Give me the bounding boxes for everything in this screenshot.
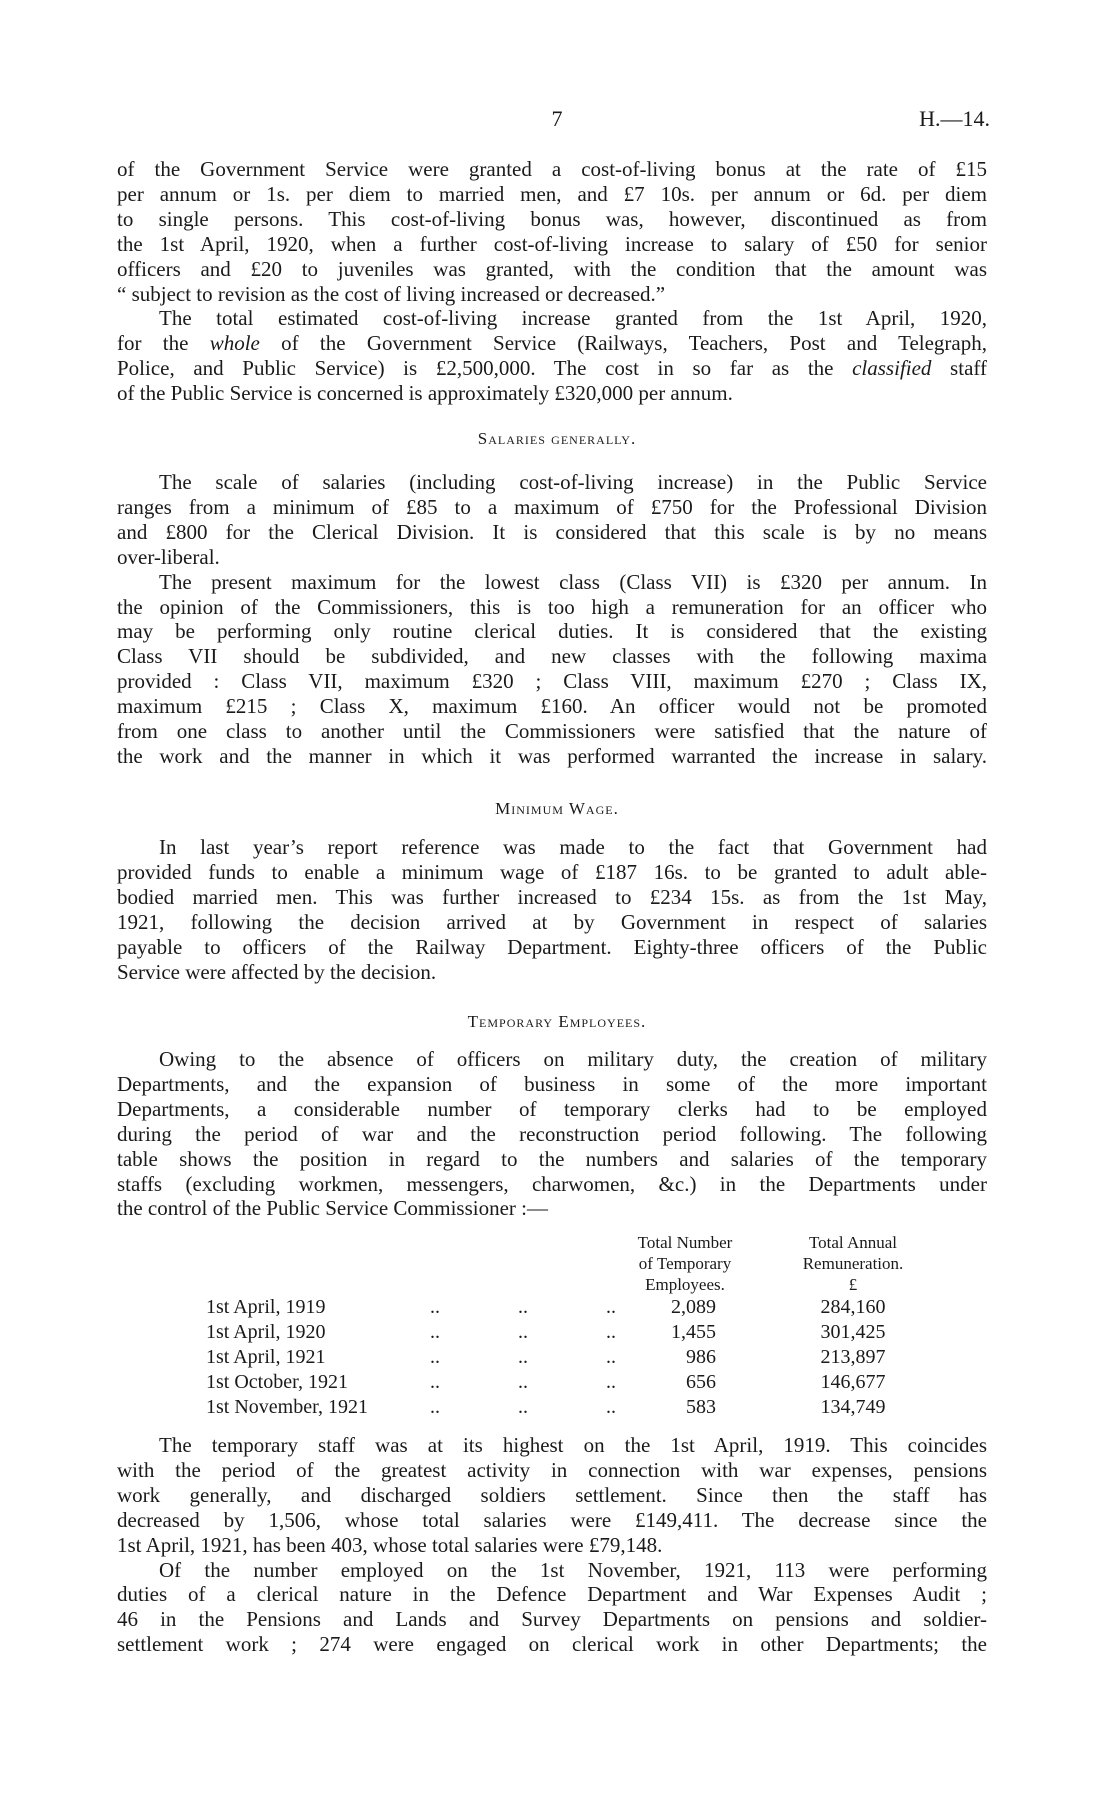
text-line: 1921, following the decision arrived at by Government in respect of salaries — [117, 909, 987, 934]
document-reference: H.—14. — [919, 106, 990, 131]
column-header-employees: Total Number — [637, 1233, 733, 1252]
text-line: ranges from a minimum of £85 to a maximum of £750 for the Professional Division — [117, 494, 987, 519]
dot-leader: .. — [430, 1296, 440, 1318]
dot-leader: .. — [606, 1395, 616, 1418]
dot-leader: .. — [430, 1345, 440, 1368]
text-line: officers and £20 to juveniles was granted, with the condition that the amount was — [117, 256, 987, 281]
row-employees: 1,455 — [671, 1320, 716, 1343]
column-header-remuneration: £ — [848, 1275, 858, 1294]
text-line: with the period of the greatest activity in connection with war expenses, pensions — [117, 1457, 987, 1482]
text-line: of the Government Service were granted a cost-of-living bonus at the rate of £15 — [117, 157, 987, 181]
row-date: 1st November, 1921 — [206, 1395, 368, 1418]
text-line: provided : Class VII, maximum £320 ; Class VIII, maximum £270 ; Class IX, — [117, 669, 987, 694]
text-line: decreased by 1,506, whose total salaries were £149,411. The decrease since the — [117, 1507, 987, 1532]
row-remuneration: 284,160 — [820, 1296, 886, 1318]
dot-leader: .. — [430, 1320, 440, 1343]
row-date: 1st April, 1919 — [206, 1296, 326, 1318]
text-line: of the Public Service is concerned is approximately £320,000 per annum. — [117, 381, 733, 406]
dot-leader: .. — [606, 1320, 616, 1343]
text-line: the work and the manner in which it was performed warranted the increase in salary. — [117, 743, 987, 768]
text-line: the control of the Public Service Commissioner :— — [117, 1196, 549, 1221]
text-line: Owing to the absence of officers on military duty, the creation of military — [159, 1047, 987, 1071]
text-line: Service were affected by the decision. — [117, 959, 437, 984]
page-number: 7 — [551, 106, 563, 131]
text-line: settlement work ; 274 were engaged on clerical work in other Departments; the — [117, 1632, 987, 1657]
text-line: The total estimated cost-of-living increase granted from the 1st April, 1920, — [159, 306, 987, 331]
text-line: work generally, and discharged soldiers settlement. Since then the staff has — [117, 1482, 987, 1507]
text-line: duties of a clerical nature in the Defence Department and War Expenses Audit ; — [117, 1582, 987, 1607]
dot-leader: .. — [518, 1345, 528, 1368]
text-line: Class VII should be subdivided, and new classes with the following maxima — [117, 644, 987, 669]
text-line: during the period of war and the reconstruction period following. The following — [117, 1121, 987, 1146]
row-remuneration: 213,897 — [820, 1345, 886, 1368]
text-line: the opinion of the Commissioners, this is too high a remuneration for an officer who — [117, 594, 987, 619]
text-line: and £800 for the Clerical Division. It is considered that this scale is by no means — [117, 519, 987, 544]
text-line: payable to officers of the Railway Department. Eighty-three officers of the Public — [117, 934, 987, 959]
text-line: In last year’s report reference was made to the fact that Government had — [159, 835, 987, 859]
dot-leader: .. — [606, 1345, 616, 1368]
row-employees: 656 — [686, 1370, 716, 1393]
row-employees: 583 — [686, 1395, 716, 1418]
text-line: over-liberal. — [117, 544, 220, 569]
column-header-remuneration: Total Annual — [808, 1233, 898, 1252]
text-line: provided funds to enable a minimum wage of £187 16s. to be granted to adult able- — [117, 859, 987, 884]
row-remuneration: 301,425 — [820, 1320, 886, 1343]
dot-leader: .. — [430, 1395, 440, 1418]
column-header-employees: of Temporary — [638, 1254, 732, 1273]
dot-leader: .. — [518, 1320, 528, 1343]
row-remuneration: 146,677 — [820, 1370, 886, 1393]
section-heading: Salaries generally. — [477, 429, 637, 448]
text-line: for the whole of the Government Service (Railways, Teachers, Post and Telegraph, — [117, 331, 987, 356]
text-line: 1st April, 1921, has been 403, whose total salaries were £79,148. — [117, 1532, 663, 1557]
text-line: may be performing only routine clerical duties. It is considered that the existing — [117, 619, 987, 644]
text-line: the 1st April, 1920, when a further cost-of-living increase to salary of £50 for senior — [117, 231, 987, 256]
column-header-employees: Employees. — [645, 1275, 725, 1294]
text-line: Departments, a considerable number of temporary clerks had to be employed — [117, 1096, 987, 1121]
row-employees: 2,089 — [671, 1296, 716, 1318]
dot-leader: .. — [606, 1296, 616, 1318]
dot-leader: .. — [518, 1395, 528, 1418]
text-line: to single persons. This cost-of-living bonus was, however, discontinued as from — [117, 206, 987, 231]
dot-leader: .. — [518, 1370, 528, 1393]
section-heading: Temporary Employees. — [467, 1012, 647, 1031]
dot-leader: .. — [430, 1370, 440, 1393]
row-employees: 986 — [686, 1345, 716, 1368]
column-header-remuneration: Remuneration. — [802, 1254, 904, 1273]
text-line: The temporary staff was at its highest on the 1st April, 1919. This coincides — [159, 1433, 987, 1457]
text-line: Of the number employed on the 1st November, 1921, 113 were performing — [159, 1557, 987, 1582]
text-line: The present maximum for the lowest class (Class VII) is £320 per annum. In — [159, 569, 987, 594]
text-line: maximum £215 ; Class X, maximum £160. An officer would not be promoted — [117, 694, 987, 719]
text-line: The scale of salaries (including cost-of-living increase) in the Public Service — [159, 470, 987, 494]
dot-leader: .. — [606, 1370, 616, 1393]
text-line: Police, and Public Service) is £2,500,000. The cost in so far as the classified staff — [117, 356, 987, 381]
row-date: 1st October, 1921 — [206, 1370, 348, 1393]
text-line: per annum or 1s. per diem to married men, and £7 10s. per annum or 6d. per diem — [117, 181, 987, 206]
text-line: table shows the position in regard to the numbers and salaries of the temporary — [117, 1146, 987, 1171]
text-line: staffs (excluding workmen, messengers, charwomen, &c.) in the Departments under — [117, 1171, 987, 1196]
text-line: bodied married men. This was further increased to £234 15s. as from the 1st May, — [117, 884, 987, 909]
text-line: Departments, and the expansion of business in some of the more important — [117, 1071, 987, 1096]
text-line: “ subject to revision as the cost of living increased or decreased.” — [117, 281, 666, 306]
dot-leader: .. — [518, 1296, 528, 1318]
row-date: 1st April, 1921 — [206, 1345, 326, 1368]
row-date: 1st April, 1920 — [206, 1320, 326, 1343]
text-line: 46 in the Pensions and Lands and Survey Departments on pensions and soldier- — [117, 1607, 987, 1632]
row-remuneration: 134,749 — [820, 1395, 886, 1418]
text-line: from one class to another until the Commissioners were satisfied that the nature of — [117, 719, 987, 743]
section-heading: Minimum Wage. — [495, 799, 619, 818]
